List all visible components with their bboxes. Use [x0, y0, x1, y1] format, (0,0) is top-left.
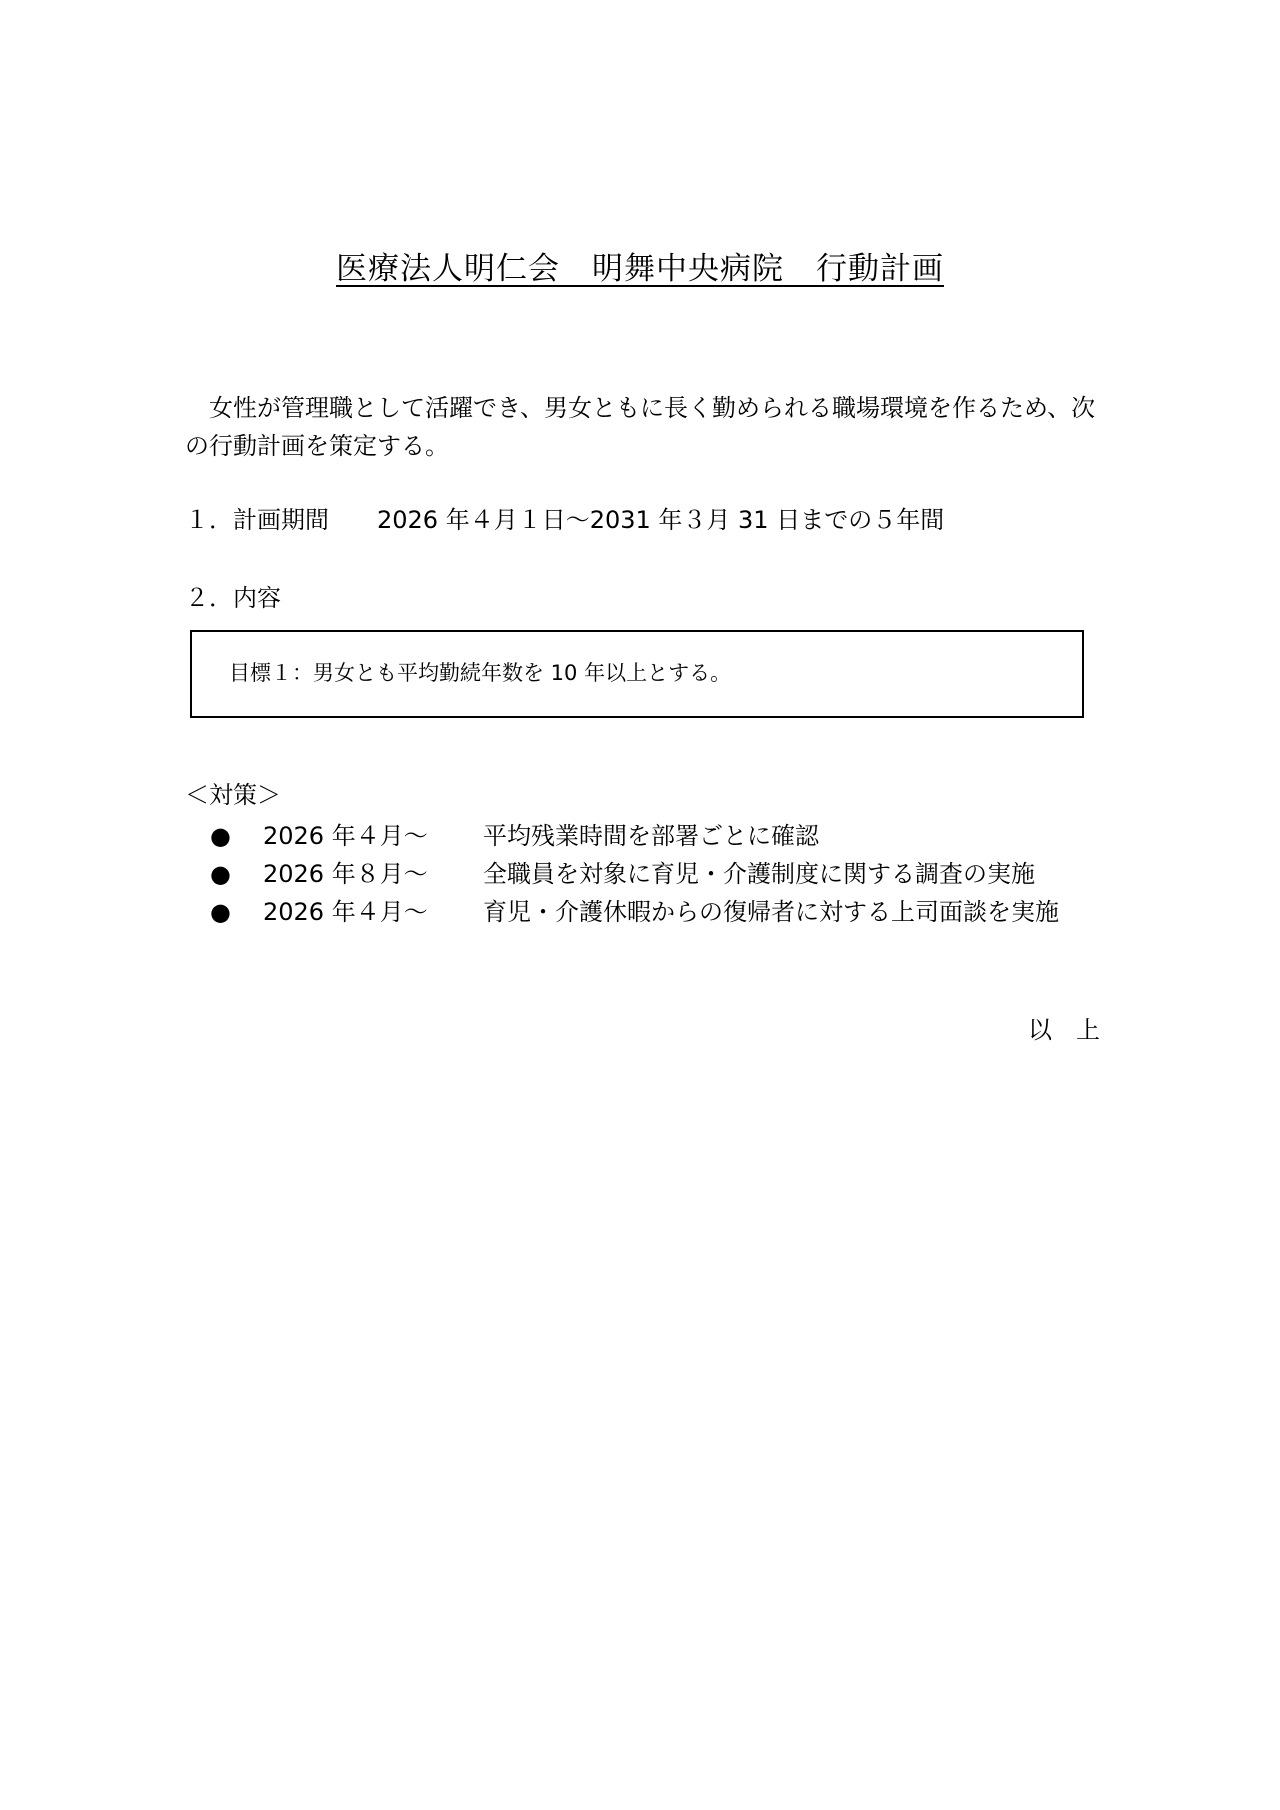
plan-period-label: １．計画期間 — [185, 506, 329, 534]
document-title — [0, 247, 1280, 291]
goal-text: 目標１：男女とも平均勤続年数を 10 年以上とする。 — [229, 661, 732, 685]
measure-text: 平均残業時間を部署ごとに確認 — [483, 822, 819, 850]
bullet-icon: ● — [210, 822, 231, 850]
measure-item — [210, 855, 1059, 893]
measure-text: 育児・介護休暇からの復帰者に対する上司面談を実施 — [483, 898, 1059, 926]
bullet-icon: ● — [210, 898, 231, 926]
plan-period-value: 2026 年４月１日〜2031 年３月 31 日までの５年間 — [377, 506, 945, 534]
measure-date: 2026 年４月〜 — [263, 822, 428, 850]
measure-item — [210, 893, 1059, 931]
plan-period — [185, 502, 944, 538]
measure-date: 2026 年４月〜 — [263, 898, 428, 926]
measures-heading: ＜対策＞ — [185, 781, 281, 809]
measure-text: 全職員を対象に育児・介護制度に関する調査の実施 — [483, 860, 1035, 888]
measure-date: 2026 年８月〜 — [263, 860, 428, 888]
bullet-icon: ● — [210, 860, 231, 888]
measures-list — [210, 817, 1059, 931]
intro-paragraph: 女性が管理職として活躍でき、男女ともに長く勤められる職場環境を作るため、次の行動計画を策定する。 — [185, 394, 1096, 460]
closing-text: 以 上 — [1028, 1016, 1100, 1044]
content-heading: ２．内容 — [185, 584, 281, 612]
measure-item — [210, 817, 1059, 855]
goal-box — [190, 630, 1084, 718]
document-title-text: 医療法人明仁会 明舞中央病院 行動計画 — [336, 251, 944, 287]
